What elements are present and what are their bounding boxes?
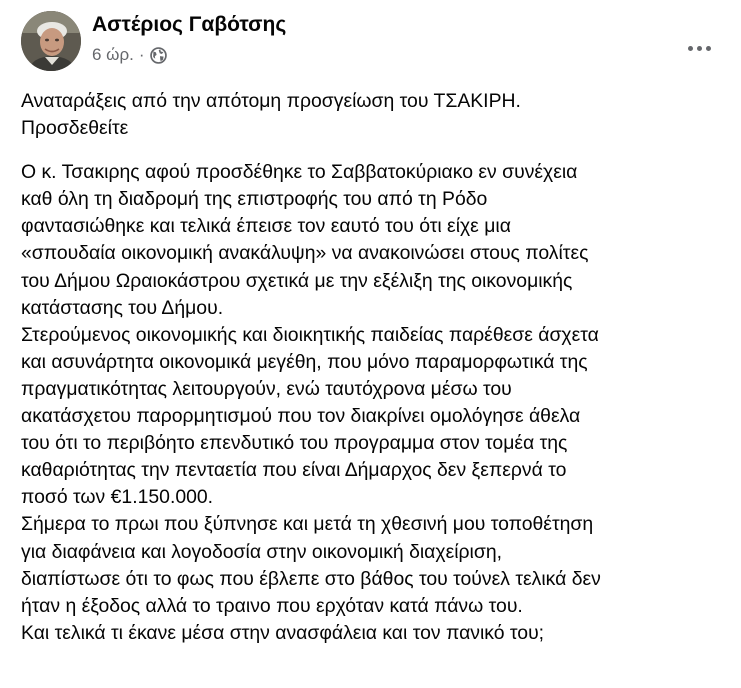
post-body-line: Σήμερα το πρωι που ξύπνησε και μετά τη χθεσινή μου τοποθέτηση <box>21 513 594 536</box>
avatar[interactable] <box>21 11 81 71</box>
post-body-line: κατάστασης του Δήμου. <box>21 296 224 319</box>
post-body-line: πραγματικότητας λειτουργούν, ενώ ταυτόχρονα μέσω του <box>21 377 512 400</box>
avatar-photo <box>21 11 81 71</box>
more-options-icon <box>688 46 693 51</box>
post-body-line: «σπουδαία οικονομική ανακάλυψη» να ανακοινώσει στους πολίτες <box>21 242 589 265</box>
post-body-line: καθαριότητας την πενταετία που είναι Δήμαρχος δεν ξεπερνά το <box>21 459 567 482</box>
post-body-line: ήταν η έξοδος αλλά το τραινο που ερχόταν κατά πάνω του. <box>21 594 523 617</box>
post-body-line: διαπίστωσε ότι το φως που έβλεπε στο βάθος του τούνελ τελικά δεν <box>21 567 601 590</box>
post-header <box>21 11 721 73</box>
more-options-button[interactable] <box>677 33 721 63</box>
post-body-line: Στερούμενος οικονομικής και διοικητικής παιδείας παρέθεσε άσχετα <box>21 323 599 346</box>
post-body-line: Και τελικά τι έκανε μέσα στην ανασφάλεια και τον πανικό του; <box>21 621 545 644</box>
paragraph-gap <box>21 142 726 159</box>
post-title-line: Αναταράξεις από την απότομη προσγείωση του ΤΣΑΚΙΡΗ. <box>21 90 521 112</box>
post-body-line: και ασυνάρτητα οικονομικά μεγέθη, που μόνο παραμορφωτικά της <box>21 350 588 373</box>
post-body-line: του ότι το περιβόητο επενδυτικό του προγραμμα στον τομέα της <box>21 432 568 455</box>
meta-separator: · <box>138 45 145 64</box>
post-timestamp[interactable]: 6 ώρ. <box>92 45 134 64</box>
post-body-line: ποσό των €1.150.000. <box>21 486 214 509</box>
post-body-line: φαντασιώθηκε και τελικά έπεισε τον εαυτό του ότι είχε μια <box>21 215 511 238</box>
author-name[interactable]: Αστέριος Γαβότσης <box>92 13 287 36</box>
post-meta <box>92 44 167 66</box>
post-body-line: του Δήμου Ωραιοκάστρου σχετικά με την εξέλιξη της οικονομικής <box>21 269 573 292</box>
globe-icon[interactable] <box>150 47 167 64</box>
post-body-line: ακατάσχετου παρορμητισμού που τον διακρίνει ομολόγησε άθελα <box>21 405 581 428</box>
post-text <box>21 88 726 647</box>
post-body-line: για διαφάνεια και λογοδοσία στην οικονομική διαχείριση, <box>21 540 502 563</box>
post-body-line: καθ όλη τη διαδρομή της επιστροφής του από τη Ρόδο <box>21 188 488 211</box>
post-title-line: Προσδεθείτε <box>21 117 129 140</box>
post-body-line: Ο κ. Τσακιρης αφού προσδέθηκε το Σαββατοκύριακο εν συνέχεια <box>21 161 578 184</box>
